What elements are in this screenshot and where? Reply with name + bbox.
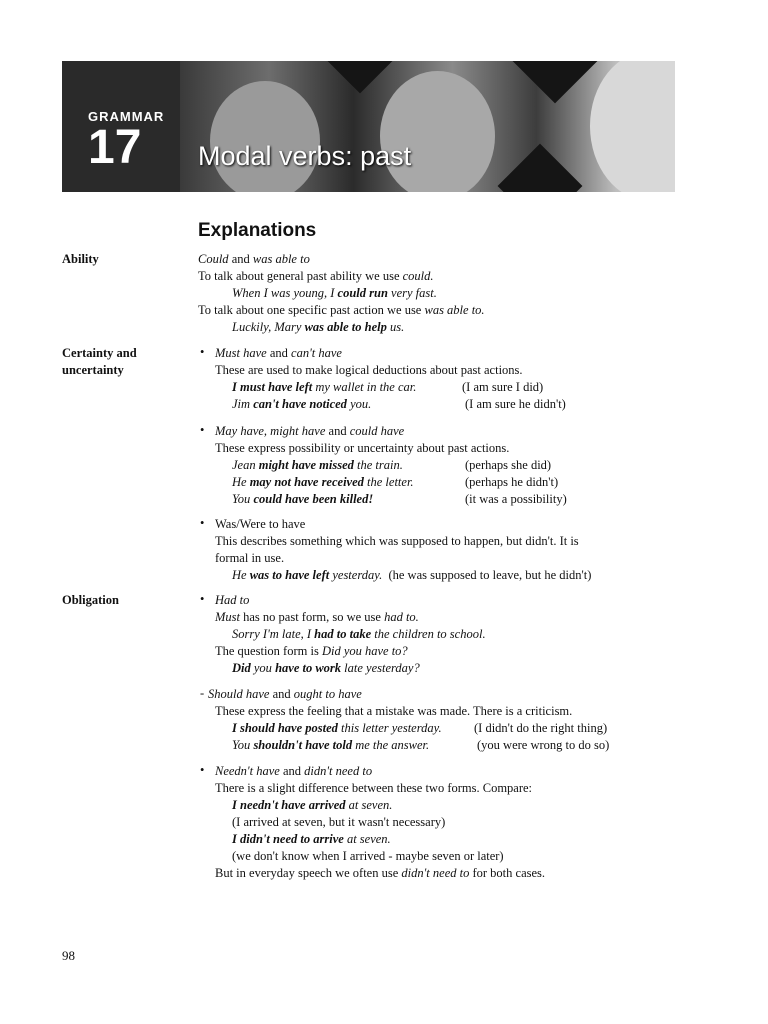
- example-line: Did you have to work late yesterday?: [232, 661, 420, 675]
- example-note: (I am sure I did): [462, 380, 544, 394]
- text-line: May have, might have and could have: [215, 424, 405, 438]
- bullet: •: [200, 423, 205, 437]
- text-line: But in everyday speech we often use didn't need to for both cases.: [215, 866, 546, 880]
- text-line: There is a slight difference between these two forms. Compare:: [215, 781, 533, 795]
- side-label-ability: Ability: [62, 252, 99, 266]
- chapter-title: Modal verbs: past: [198, 141, 412, 171]
- diamond-shape: [498, 144, 583, 192]
- text-line: To talk about one specific past action we use was able to.: [198, 303, 485, 317]
- text-line: This describes something which was supposed to happen, but didn't. It is: [215, 534, 579, 548]
- bullet: -: [200, 686, 205, 700]
- bullet: •: [200, 763, 205, 777]
- bullet: •: [200, 516, 205, 530]
- example-line: I needn't have arrived at seven.: [232, 798, 393, 812]
- example-note: (perhaps she did): [465, 458, 552, 472]
- grammar-label: GRAMMAR: [88, 109, 165, 124]
- side-label-certainty: Certainty and: [62, 346, 137, 360]
- example-note: (we don't know when I arrived - maybe seven or later): [232, 849, 504, 863]
- bullet: •: [200, 345, 205, 359]
- example-note: (perhaps he didn't): [465, 475, 559, 489]
- face-image-1: [210, 81, 320, 192]
- grammar-badge: [62, 61, 180, 192]
- text-line: These are used to make logical deductions about past actions.: [215, 363, 523, 377]
- example-line: Jim can't have noticed you.: [232, 397, 372, 411]
- face-image-2: [380, 71, 495, 192]
- example-line: He may not have received the letter.: [232, 475, 414, 489]
- page-number: 98: [62, 948, 75, 963]
- text-line: Must has no past form, so we use had to.: [215, 610, 419, 624]
- example-line: Jean might have missed the train.: [232, 458, 403, 472]
- example-note: (you were wrong to do so): [477, 738, 610, 752]
- example-note: (it was a possibility): [465, 492, 567, 506]
- example-note: (I arrived at seven, but it wasn't necessary): [232, 815, 446, 829]
- text-line: Should have and ought to have: [208, 687, 362, 701]
- face-image-3: [590, 61, 675, 192]
- example-line: You could have been killed!: [232, 492, 374, 506]
- text-line: These express the feeling that a mistake was made. There is a criticism.: [215, 704, 573, 718]
- diamond-shape: [318, 61, 403, 93]
- example-note: (I didn't do the right thing): [474, 721, 608, 735]
- text-line: Was/Were to have: [215, 517, 306, 531]
- text-line: Could and was able to: [198, 252, 310, 266]
- banner-photo: [180, 61, 675, 192]
- example-line: You shouldn't have told me the answer.: [232, 738, 430, 752]
- text-line: formal in use.: [215, 551, 285, 565]
- text-line: Had to: [215, 593, 250, 607]
- text-line: The question form is Did you have to?: [215, 644, 408, 658]
- text-line: To talk about general past ability we use could.: [198, 269, 434, 283]
- example-line: Luckily, Mary was able to help us.: [232, 320, 405, 334]
- unit-number: 17: [88, 121, 142, 174]
- example-note: (I am sure he didn't): [465, 397, 566, 411]
- side-label-uncertainty: uncertainty: [62, 363, 124, 377]
- example-line: I didn't need to arrive at seven.: [232, 832, 391, 846]
- example-line: When I was young, I could run very fast.: [232, 286, 437, 300]
- example-line: I should have posted this letter yesterday.: [232, 721, 442, 735]
- example-line: I must have left my wallet in the car.: [232, 380, 417, 394]
- text-line: Needn't have and didn't need to: [215, 764, 373, 778]
- section-heading: Explanations: [198, 220, 317, 241]
- text-line: Must have and can't have: [215, 346, 342, 360]
- diamond-shape: [513, 61, 598, 103]
- side-label-obligation: Obligation: [62, 593, 119, 607]
- example-line: He was to have left yesterday. (he was supposed to leave, but he didn't): [232, 568, 592, 582]
- bullet: •: [200, 592, 205, 606]
- example-line: Sorry I'm late, I had to take the children to school.: [232, 627, 486, 641]
- chapter-banner: [62, 61, 675, 192]
- text-line: These express possibility or uncertainty about past actions.: [215, 441, 510, 455]
